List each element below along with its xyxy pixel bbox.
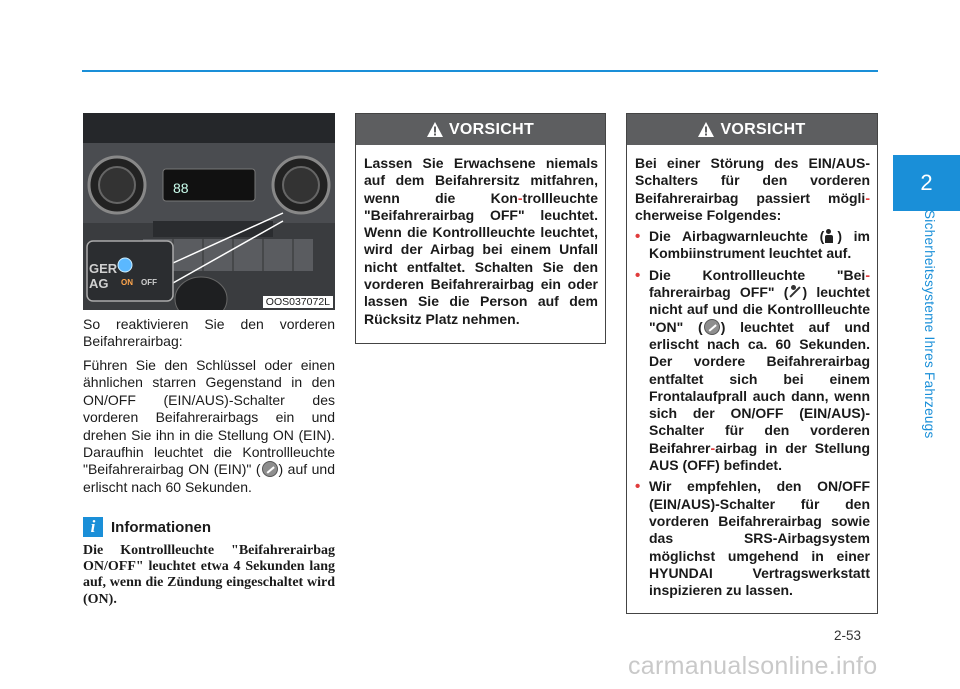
label-off: OFF: [141, 278, 157, 287]
chapter-title: Sicherheitssysteme Ihres Fahrzeugs: [922, 210, 937, 439]
label-on: ON: [121, 278, 133, 287]
airbag-warning-icon: [824, 229, 837, 243]
callout-text-1: GER: [89, 261, 118, 276]
caution2-bullet-1: [635, 228, 870, 263]
caution-body-1: [356, 145, 605, 328]
paragraph-reactivate: So reaktivieren Sie den vorderen Beifahrerairbag:: [83, 316, 335, 350]
paragraph-instructions: [83, 357, 335, 496]
caution2-bullet-2: [635, 267, 870, 475]
caution-box-2: [626, 113, 878, 614]
info-text: Die Kontrollleuchte "Beifahrerairbag ON/OFF" leuchtet etwa 4 Sekunden lang auf, wenn die Zündung eingeschaltet wird (ON).: [83, 543, 335, 607]
caution-header-2: [627, 114, 877, 145]
caution2-intro-hyphen: -: [865, 189, 870, 206]
bullet2-text-a: Die Kontrollleuchte "Bei: [649, 266, 866, 283]
dashboard-illustration: [83, 113, 335, 310]
bullet1-text-a: Die Airbagwarnleuchte (: [649, 228, 825, 245]
info-title: Informationen: [111, 518, 211, 536]
bullet2-text-d: ) leuchtet auf und erlischt nach ca. 60 Sekunden. Der vordere Beifahrerairbag entfaltet sich bei einem Frontalaufprall auch dann, wenn sich der ON/OFF (EIN/AUS)-Schalter für den vorderen Beifahrer: [649, 318, 870, 456]
bullet2-text-c: ) leuchtet nicht auf und die Kontrollleuchte "ON" (: [649, 284, 870, 335]
caution-box-1: [355, 113, 606, 344]
bullet2-text-b: fahrerairbag OFF" (: [649, 284, 789, 301]
bullet3-text: Wir empfehlen, den ON/OFF (EIN/AUS)-Schalter für den vorderen Beifahrerairbag sowie das SRS-Airbagsystem möglichst umgehend in einer HYUNDAI Vertragswerkstatt inspizieren zu lassen.: [649, 478, 870, 599]
caution1-text-a: Lassen Sie Erwachsene niemals auf dem Beifahrersitz mitfahren, wenn die Kon: [364, 155, 598, 206]
caution2-bullet-3: [635, 478, 870, 599]
top-rule: [82, 70, 878, 72]
caution-heading-1: VORSICHT: [448, 120, 535, 138]
caution-heading-2: VORSICHT: [720, 120, 806, 138]
watermark: carmanualsonline.info: [628, 652, 878, 680]
chapter-number-tab: 2: [893, 155, 960, 211]
caution-header-1: [356, 114, 605, 145]
caution2-intro: [635, 155, 870, 224]
warning-triangle-icon: [427, 122, 443, 137]
display-readout: 88: [173, 180, 189, 196]
bullet2-hyphen-2: -: [710, 439, 716, 456]
caution2-intro-b: cherweise Folgendes:: [635, 206, 782, 223]
airbag-on-indicator-icon: [704, 319, 720, 335]
caution-body-2: [627, 145, 877, 599]
dashboard-photo: [83, 113, 335, 310]
caution2-intro-a: Bei einer Störung des EIN/AUS-Schalters für den vorderen Beifahrerairbag passiert mögli: [635, 155, 870, 206]
airbag-on-indicator-icon: [262, 461, 278, 477]
info-heading: [83, 517, 211, 537]
info-icon: i: [83, 517, 103, 537]
caution1-text-b: trollleuchte "Beifahrerairbag OFF" leuchtet. Wenn die Kontrollleuchte leuchtet, wird der Airbag bei einem Unfall nicht entfaltet. Schalten Sie den vorderen Beifahrerairbag ein oder lassen Sie die Person auf dem Rücksitz Platz nehmen.: [364, 189, 598, 327]
page-number: 2-53: [834, 628, 862, 643]
paragraph-instructions-part2: ) auf und erlischt nach 60 Sekunden.: [83, 461, 336, 495]
bullet1-text-b: ) im Kombiinstrument leuchtet auf.: [649, 228, 870, 262]
warning-triangle-icon: [698, 122, 714, 137]
bullet2-text-e: airbag in der Stellung AUS (OFF) befindet.: [649, 439, 870, 474]
callout-text-2: AG: [89, 276, 109, 291]
bullet2-hyphen: -: [865, 266, 870, 283]
caution2-list: [635, 228, 870, 599]
paragraph-instructions-part1: Führen Sie den Schlüssel oder einen ähnlichen starren Gegenstand in den ON/OFF (EIN/AUS)-Schalter des vorderen Beifahrerairbags ein und drehen Sie ihn in die Stellung ON (EIN). Daraufhin leuchtet die Kontrollleuchte "Beifahrerairbag ON (EIN)" (: [83, 357, 335, 478]
photo-code: OOS037072L: [263, 296, 333, 308]
caution1-hyphen: -: [517, 189, 523, 206]
airbag-off-indicator-icon: [788, 285, 802, 299]
